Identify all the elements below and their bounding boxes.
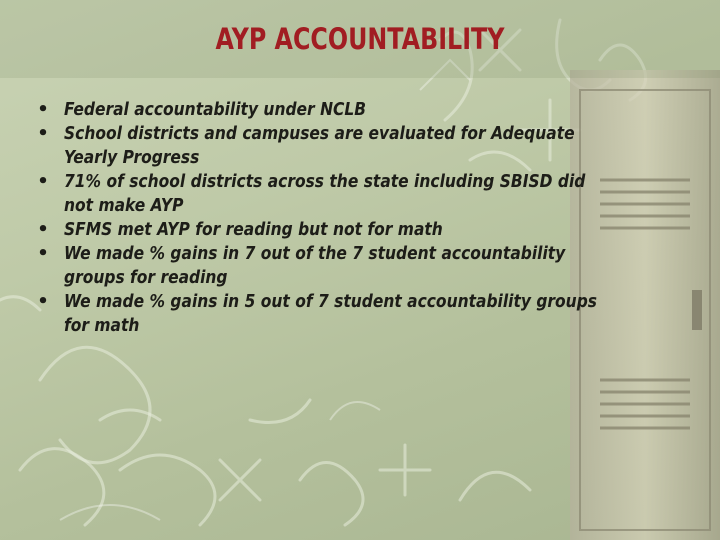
bullet-marker: • <box>37 291 49 312</box>
bullet-marker: • <box>37 99 49 120</box>
bullet-item <box>34 290 674 338</box>
bullet-text <box>64 290 598 338</box>
slide-title: AYP ACCOUNTABILITY <box>215 22 505 56</box>
bullet-text <box>64 98 593 122</box>
bullet-text <box>64 242 593 290</box>
bullet-text-line: Federal accountability under NCLB <box>64 99 367 120</box>
bullet-item <box>34 218 674 242</box>
bullet-text-line: for math <box>64 315 140 336</box>
bullet-marker: • <box>37 243 49 264</box>
bullet-text-line: 71% of school districts across the state including SBISD did <box>64 171 586 192</box>
bullet-text <box>64 170 593 218</box>
bullet-text <box>64 122 593 170</box>
bullet-item <box>34 242 674 290</box>
bullet-text-line: not make AYP <box>64 195 184 216</box>
bullet-marker: • <box>37 219 49 240</box>
bullet-item <box>34 98 674 122</box>
bullet-text-line: We made % gains in 7 out of the 7 student accountability <box>64 243 566 264</box>
bullet-item <box>34 170 674 218</box>
bullet-item <box>34 122 674 170</box>
bullet-marker: • <box>37 123 49 144</box>
bullet-text-line: groups for reading <box>64 267 228 288</box>
bullet-text-line: Yearly Progress <box>64 147 200 168</box>
bullet-text-line: We made % gains in 5 out of 7 student accountability groups <box>64 291 598 312</box>
bullet-text-line: SFMS met AYP for reading but not for math <box>64 219 443 240</box>
bullet-marker: • <box>37 171 49 192</box>
bullet-text <box>64 218 593 242</box>
bullet-list <box>34 98 674 338</box>
bullet-text-line: School districts and campuses are evaluated for Adequate <box>64 123 575 144</box>
